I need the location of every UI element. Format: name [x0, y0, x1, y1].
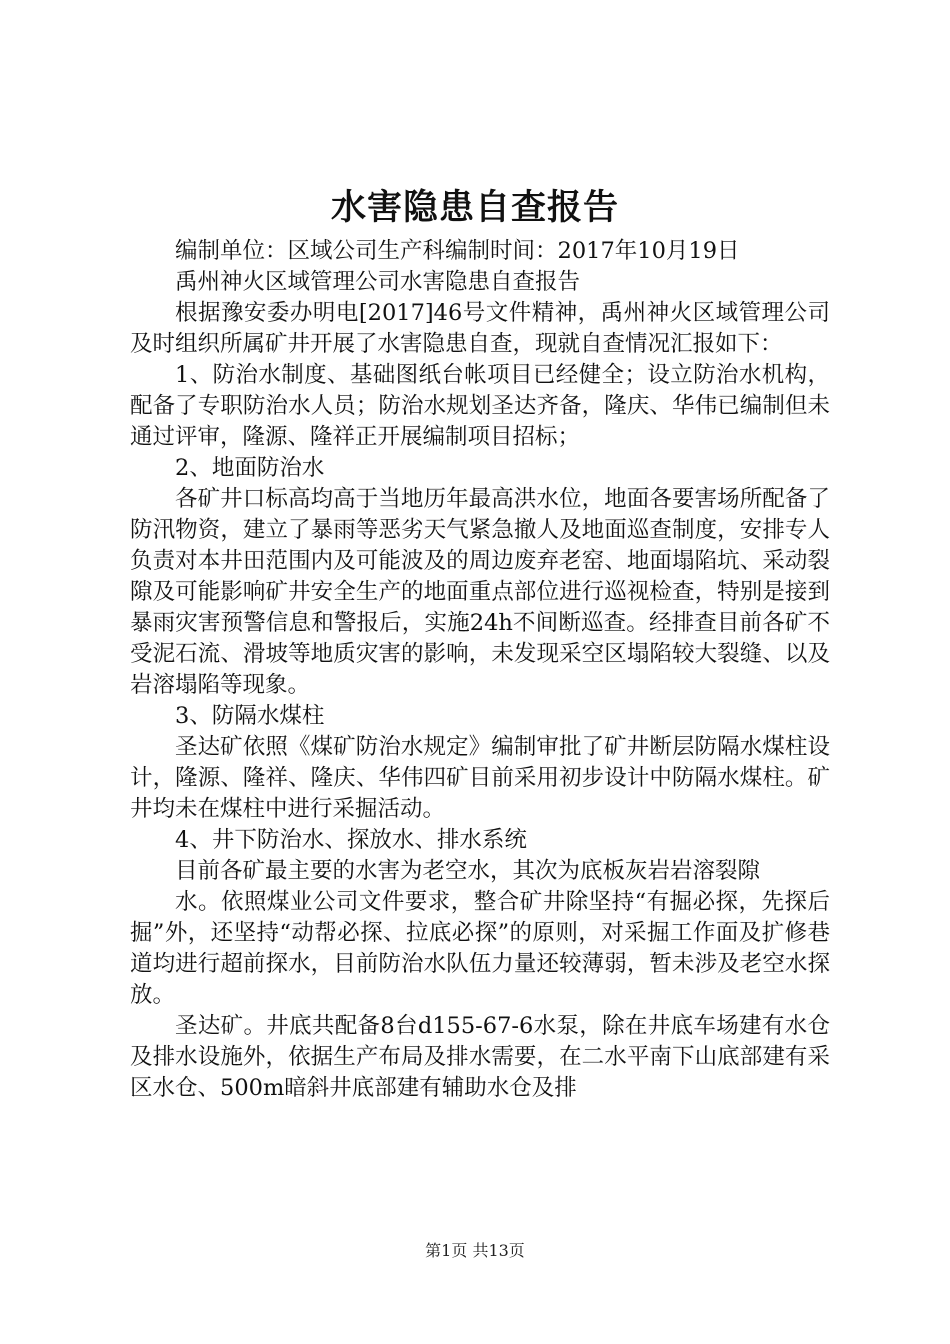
section-2-paragraph: 各矿井口标高均高于当地历年最高洪水位，地面各要害场所配备了防汛物资，建立了暴雨等恶劣天气紧急撤人及地面巡查制度，安排专人负责对本井田范围内及可能波及的周边废弃老窑、地面塌陷坑、采动裂隙及可能影响矿井安全生产的地面重点部位进行巡视检查，特别是接到暴雨灾害预警信息和警报后，实施24h不间断巡查。经排查目前各矿不受泥石流、滑坡等地质灾害的影响，未发现采空区塌陷较大裂缝、以及岩溶塌陷等现象。 — [130, 486, 830, 698]
section-3-heading: 3、防隔水煤柱 — [175, 703, 325, 729]
intro-paragraph: 根据豫安委办明电[2017]46号文件精神，禹州神火区域管理公司及时组织所属矿井开展了水害隐患自查，现就自查情况汇报如下： — [130, 300, 830, 357]
report-subtitle: 禹州神火区域管理公司水害隐患自查报告 — [175, 269, 581, 295]
item-1-paragraph: 1、防治水制度、基础图纸台帐项目已经健全；设立防治水机构，配备了专职防治水人员；防治水规划圣达齐备，隆庆、华伟已编制但未通过评审，隆源、隆祥正开展编制项目招标； — [130, 362, 830, 450]
section-4-paragraph-a: 目前各矿最主要的水害为老空水，其次为底板灰岩岩溶裂隙 — [175, 858, 761, 884]
section-4-heading: 4、井下防治水、探放水、排水系统 — [175, 827, 527, 853]
document-body — [130, 236, 830, 1104]
page-footer: 第1页 共13页 — [425, 1241, 525, 1260]
section-4-paragraph-b: 水。依照煤业公司文件要求，整合矿井除坚持“有掘必探，先探后掘”外，还坚持“动帮必探、拉底必探”的原则，对采掘工作面及扩修巷道均进行超前探水，目前防治水队伍力量还较薄弱，暂未涉及老空水探放。 — [130, 889, 830, 1008]
shengda-paragraph: 圣达矿。井底共配备8台d155-67-6水泵，除在井底车场建有水仓及排水设施外，依据生产布局及排水需要，在二水平南下山底部建有采区水仓、500m暗斜井底部建有辅助水仓及排 — [130, 1013, 830, 1101]
document-title: 水害隐患自查报告 — [330, 187, 619, 228]
section-3-paragraph: 圣达矿依照《煤矿防治水规定》编制审批了矿井断层防隔水煤柱设计，隆源、隆祥、隆庆、华伟四矿目前采用初步设计中防隔水煤柱。矿井均未在煤柱中进行采掘活动。 — [130, 734, 830, 822]
section-2-heading: 2、地面防治水 — [175, 455, 325, 481]
compile-info-line: 编制单位：区域公司生产科编制时间：2017年10月19日 — [175, 238, 740, 264]
